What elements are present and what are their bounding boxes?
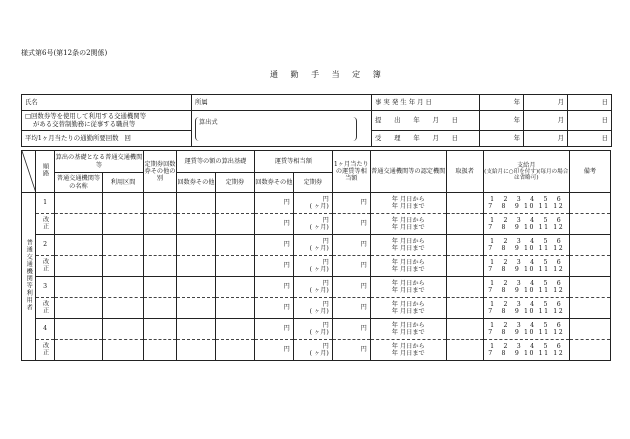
fare-coupon-input[interactable] [176,214,215,235]
type-header [22,151,36,193]
event-date-year[interactable]: 年 [480,95,524,111]
diagonal-line-icon [22,151,36,193]
eq-pass-cell[interactable]: 円 ( ヶ月) [293,193,332,214]
basis-name-header: 普通交通機関等の名称 [54,173,102,193]
fare-coupon-input[interactable] [176,298,215,319]
revision-label: 改正 [36,298,54,319]
handler-input[interactable] [446,235,483,256]
month-selector[interactable]: 1 2 3 4 5 6 7 8 9 10 11 12 [483,193,569,214]
receipt-date-month[interactable]: 月 [524,131,568,147]
fare-equivalent-header: 運賃等相当額 [254,151,332,173]
event-date-day[interactable]: 日 [568,95,612,111]
revision-label: 改正 [36,340,54,361]
monthly-yen[interactable]: 円 [332,214,370,235]
fare-pass-input[interactable] [215,256,254,277]
eq-coupon-yen[interactable]: 円 [254,298,293,319]
eq-pass-cell[interactable]: 円 ( ヶ月) [293,256,332,277]
route-number: 2 [36,235,54,256]
average-commute-field[interactable] [22,131,192,147]
route-header: 順路 [36,151,54,193]
section-input[interactable] [103,193,144,214]
month-selector[interactable]: 1 2 3 4 5 6 7 8 9 10 11 12 [483,319,569,340]
side-label-cell [22,193,36,361]
table-row [22,277,611,298]
eq-pass-cell[interactable]: 円 ( ヶ月) [293,235,332,256]
formula-field[interactable] [192,111,372,147]
approval-period[interactable]: 年 月日から 年 月日まで [370,235,446,256]
fare-eq-pass-header: 定期券 [293,173,332,193]
monthly-yen[interactable]: 円 [332,256,370,277]
ticket-input[interactable] [144,214,177,235]
eq-coupon-yen[interactable]: 円 [254,193,293,214]
name-input[interactable] [54,256,102,277]
remarks-input[interactable] [569,298,610,319]
eq-pass-cell[interactable]: 円 ( ヶ月) [293,340,332,361]
table-row [22,214,611,235]
fare-coupon-input[interactable] [176,193,215,214]
name-input[interactable] [54,214,102,235]
average-commute-unit: 回 [124,133,131,142]
handler-input[interactable] [446,214,483,235]
ticket-input[interactable] [144,235,177,256]
shift-worker-checkbox[interactable] [22,111,192,131]
remarks-input[interactable] [569,214,610,235]
fare-coupon-input[interactable] [176,235,215,256]
eq-pass-cell[interactable]: 円 ( ヶ月) [293,277,332,298]
header-table [21,94,612,147]
name-input[interactable] [54,193,102,214]
approval-period[interactable]: 年 月日から 年 月日まで [370,277,446,298]
name-input[interactable] [54,298,102,319]
fare-group-header: 運賃等の額の算出基礎 [176,151,254,173]
eq-coupon-yen[interactable]: 円 [254,277,293,298]
revision-label: 改正 [36,256,54,277]
remarks-input[interactable] [569,319,610,340]
remarks-header: 備考 [569,151,610,193]
remarks-input[interactable] [569,235,610,256]
eq-coupon-yen[interactable]: 円 [254,214,293,235]
section-input[interactable] [103,340,144,361]
month-selector[interactable]: 1 2 3 4 5 6 7 8 9 10 11 12 [483,277,569,298]
monthly-yen[interactable]: 円 [332,277,370,298]
eq-coupon-yen[interactable]: 円 [254,235,293,256]
eq-pass-cell[interactable]: 円 ( ヶ月) [293,214,332,235]
handler-input[interactable] [446,340,483,361]
month-selector[interactable]: 1 2 3 4 5 6 7 8 9 10 11 12 [483,298,569,319]
table-row [22,298,611,319]
section-input[interactable] [103,277,144,298]
approval-period[interactable]: 年 月日から 年 月日まで [370,319,446,340]
revision-label: 改正 [36,214,54,235]
fare-pass-input[interactable] [215,319,254,340]
table-row [22,340,611,361]
affiliation-label: 所属 [195,97,208,106]
route-number: 1 [36,193,54,214]
event-date-label: 事 実 発 生 年 月 日 [372,95,480,111]
handler-input[interactable] [446,193,483,214]
ticket-input[interactable] [144,298,177,319]
route-number: 3 [36,277,54,298]
receipt-date-year[interactable]: 年 [480,131,524,147]
fare-pass-input[interactable] [215,235,254,256]
remarks-input[interactable] [569,256,610,277]
handler-input[interactable] [446,256,483,277]
fare-coupon-input[interactable] [176,319,215,340]
monthly-yen[interactable]: 円 [332,340,370,361]
table-row [22,256,611,277]
payment-month-label: 支給月 [516,161,536,169]
monthly-yen[interactable]: 円 [332,298,370,319]
formula-label: 算出式 [199,119,218,126]
submission-date-month[interactable]: 月 [524,111,568,131]
section-input[interactable] [103,256,144,277]
commute-allowance-table [21,150,611,361]
table-row [22,319,611,340]
handler-input[interactable] [446,298,483,319]
remarks-input[interactable] [569,340,610,361]
side-label: 普通交通機関等利用者 [25,239,33,312]
remarks-input[interactable] [569,277,610,298]
fare-pass-input[interactable] [215,340,254,361]
ticket-input[interactable] [144,256,177,277]
submission-date-label: 提 出 年 月 日 [372,111,480,131]
page-title: 通 勤 手 当 定 簿 [270,70,386,79]
month-selector[interactable]: 1 2 3 4 5 6 7 8 9 10 11 12 [483,340,569,361]
basis-group-header: 算出の基礎となる普通交通機関等 [54,151,143,173]
fare-pass-input[interactable] [215,214,254,235]
name-input[interactable] [54,235,102,256]
approval-period[interactable]: 年 月日から 年 月日まで [370,340,446,361]
handler-input[interactable] [446,277,483,298]
formula-bracket [195,117,357,141]
eq-pass-cell[interactable]: 円 ( ヶ月) [293,298,332,319]
approval-period[interactable]: 年 月日から 年 月日まで [370,193,446,214]
section-input[interactable] [103,298,144,319]
monthly-yen[interactable]: 円 [332,235,370,256]
receipt-date-label: 受 理 年 月 日 [372,131,480,147]
ticket-input[interactable] [144,340,177,361]
section-input[interactable] [103,235,144,256]
fare-pass-input[interactable] [215,277,254,298]
section-input[interactable] [103,319,144,340]
fare-coupon-input[interactable] [176,256,215,277]
ticket-input[interactable] [144,277,177,298]
eq-pass-cell[interactable]: 円 ( ヶ月) [293,319,332,340]
month-selector[interactable]: 1 2 3 4 5 6 7 8 9 10 11 12 [483,214,569,235]
payment-month-note: (支給月に○印を付す)(毎月の場合は省略可) [484,168,569,182]
section-input[interactable] [103,214,144,235]
ticket-basis-header: 定期券回数券その他の別 [144,151,177,193]
form-number: 様式第6号(第12条の2関係) [21,49,108,57]
route-number: 4 [36,319,54,340]
submission-date-year[interactable]: 年 [480,111,524,131]
ticket-input[interactable] [144,319,177,340]
fare-eq-coupon-header: 回数券その他 [254,173,293,193]
table-row [22,193,611,214]
remarks-input[interactable] [569,193,610,214]
approval-period[interactable]: 年 月日から 年 月日まで [370,256,446,277]
ticket-input[interactable] [144,193,177,214]
fare-pass-header: 定期券 [215,173,254,193]
month-selector[interactable]: 1 2 3 4 5 6 7 8 9 10 11 12 [483,256,569,277]
fare-coupon-header: 回数券その他 [176,173,215,193]
fare-coupon-input[interactable] [176,277,215,298]
name-input[interactable] [54,277,102,298]
monthly-yen[interactable]: 円 [332,319,370,340]
event-date-month[interactable]: 月 [524,95,568,111]
eq-coupon-yen[interactable]: 円 [254,319,293,340]
name-label: 氏名 [25,97,38,106]
basis-section-header: 利用区間 [103,173,144,193]
month-selector[interactable]: 1 2 3 4 5 6 7 8 9 10 11 12 [483,235,569,256]
checkbox-line-1: □回数券等を使用して利用する交通機関等 [25,112,147,121]
receipt-date-day[interactable]: 日 [568,131,612,147]
handler-header: 取扱者 [446,151,483,193]
checkbox-line-2: がある交替制勤務に従事する職員等 [33,119,136,128]
handler-input[interactable] [446,319,483,340]
fare-pass-input[interactable] [215,298,254,319]
table-row [22,235,611,256]
name-input[interactable] [54,340,102,361]
approval-period[interactable]: 年 月日から 年 月日まで [370,214,446,235]
name-field[interactable] [22,95,192,111]
submission-date-day[interactable]: 日 [568,111,612,131]
affiliation-field[interactable] [192,95,372,111]
payment-month-header [483,151,569,193]
eq-coupon-yen[interactable]: 円 [254,340,293,361]
eq-coupon-yen[interactable]: 円 [254,256,293,277]
approval-header: 普通交通機関等の認定機関 [370,151,446,193]
monthly-yen[interactable]: 円 [332,193,370,214]
name-input[interactable] [54,319,102,340]
approval-period[interactable]: 年 月日から 年 月日まで [370,298,446,319]
average-commute-label: 平均1ヶ月当たりの通勤所要回数 [25,133,119,142]
fare-coupon-input[interactable] [176,340,215,361]
monthly-equiv-header: 1ヶ月当たりの運賃等相当額 [332,151,370,193]
fare-pass-input[interactable] [215,193,254,214]
